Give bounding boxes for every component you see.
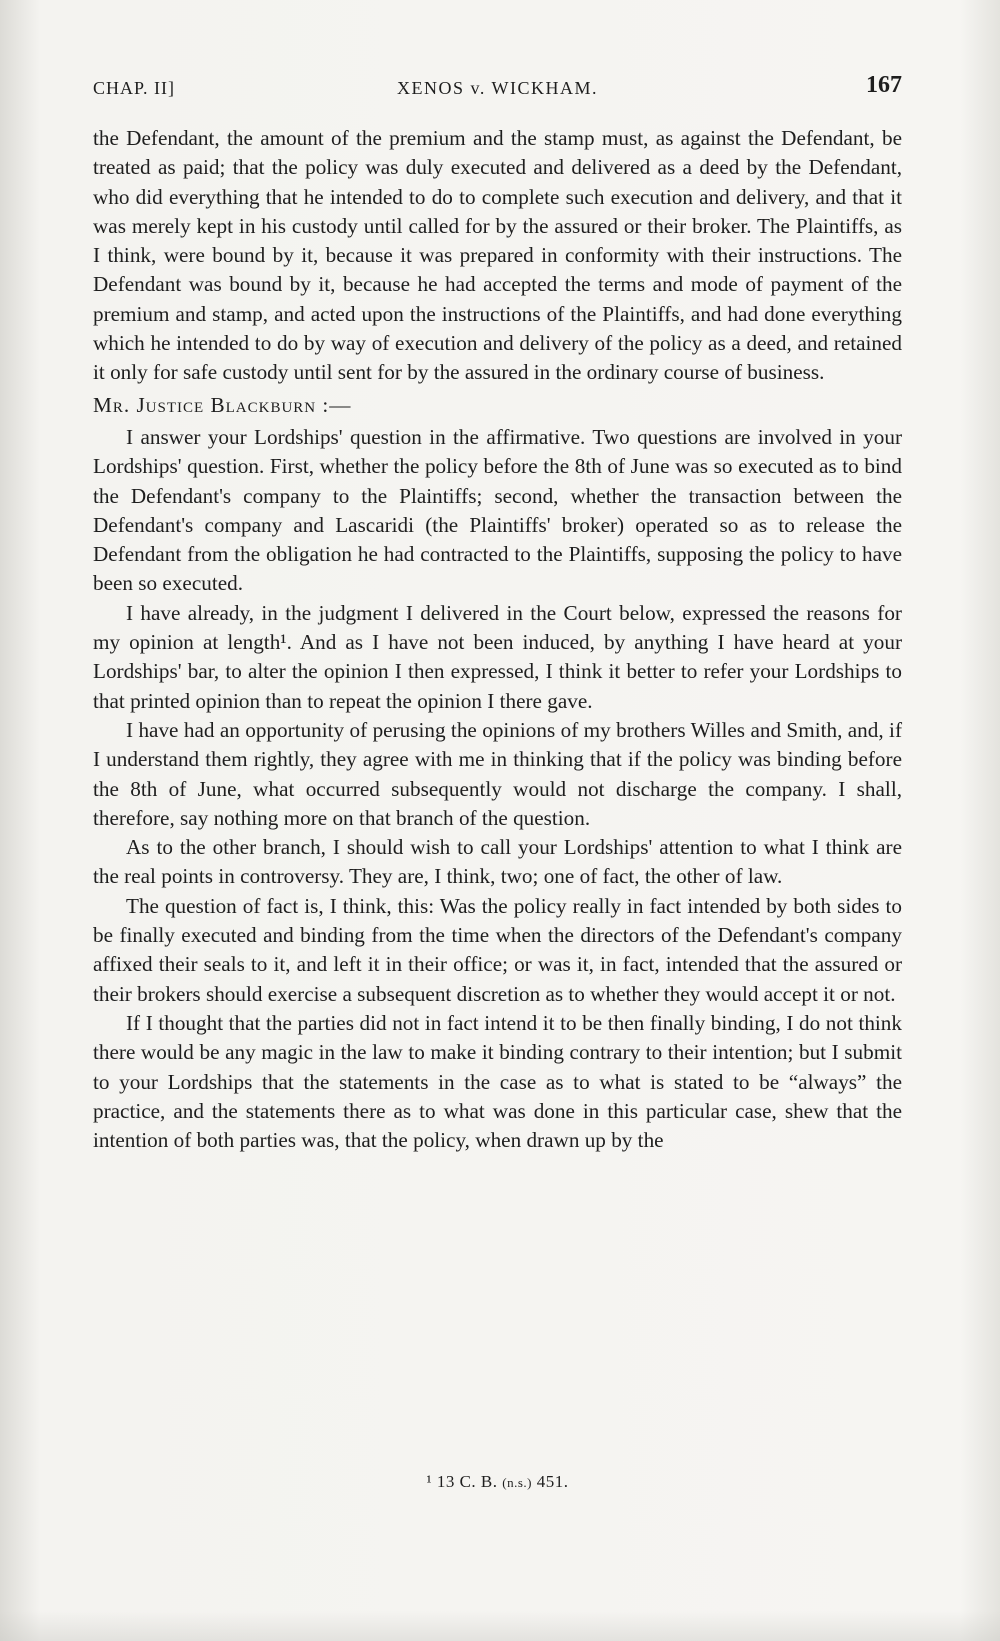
page-number: 167 xyxy=(866,72,902,98)
footnote-marker: ¹ xyxy=(426,1472,433,1491)
footnote-page: 451. xyxy=(536,1472,569,1491)
chapter-label: CHAP. II] xyxy=(93,78,176,98)
running-header xyxy=(93,72,902,106)
paragraph: If I thought that the parties did not in fact intend it to be then finally binding, I do not think there would be any magic in the law to make it binding contrary to their intention; but I submit to your Lordships that the statements in the case as to what is stated to be “always” the practice, and the statements there as to what was done in this particular case, shew that the intention of both parties was, that the policy, when drawn up by the xyxy=(93,1010,902,1153)
paragraph: The question of fact is, I think, this: Was the policy really in fact intended by both sides to be finally executed and binding from the time when the directors of the Defendant's company affixed their seals to it, and left it in their office; or was it, in fact, intended that the assured or their brokers should exercise a subsequent discretion as to whether they would accept it or not. xyxy=(93,893,902,1006)
paragraph: the Defendant, the amount of the premium and the stamp must, as against the Defendant, be treated as paid; that the policy was duly executed and delivered as a deed by the Defendant, who did everything that he intended to do to complete such execution and delivery, and that it was merely kept in his custody until called for by the assured or their broker. The Plaintiffs, as I think, were bound by it, because it was prepared in conformity with their instructions. The Defendant was bound by it, because he had accepted the terms and mode of payment of the premium and stamp, and acted upon the instructions of the Plaintiffs, and had done everything which he intended to do by way of execution and delivery of the policy as a deed, and retained it only for safe custody until sent for by the assured in the ordinary course of business. xyxy=(93,126,902,385)
footnote xyxy=(93,1472,902,1492)
case-title: XENOS v. WICKHAM. xyxy=(397,78,598,98)
paragraph: I answer your Lordships' question in the affirmative. Two questions are involved in your Lordships' question. First, whether the policy before the 8th of June was so executed as to bind the Defendant's company to the Plaintiffs; second, whether the transaction between the Defendant's company and Lascaridi (the Plaintiffs' broker) operated so as to release the Defendant from the obligation he had contracted to the Plaintiffs, supposing the policy to have been so executed. xyxy=(93,424,902,596)
speaker-heading: Mr. Justice Blackburn :— xyxy=(93,392,352,417)
page-edge-shadow xyxy=(0,1611,1000,1641)
paragraph: As to the other branch, I should wish to call your Lordships' attention to what I think are the real points in controversy. They are, I think, two; one of fact, the other of law. xyxy=(93,835,902,889)
paragraph: I have already, in the judgment I delivered in the Court below, expressed the reasons for my opinion at length¹. And as I have not been induced, by anything I have heard at your Lordships' bar, to alter the opinion I then expressed, I think it better to refer your Lordships to that printed opinion than to repeat the opinion I there gave. xyxy=(93,600,902,713)
footnote-series: (n.s.) xyxy=(502,1475,532,1490)
paragraph: I have had an opportunity of perusing the opinions of my brothers Willes and Smith, and, if I understand them rightly, they agree with me in thinking that if the policy was binding before the 8th of June, what occurred subsequently would not discharge the company. I shall, therefore, say nothing more on that branch of the question. xyxy=(93,717,902,830)
footnote-citation: 13 C. B. xyxy=(436,1472,498,1491)
body-text xyxy=(93,124,902,1155)
